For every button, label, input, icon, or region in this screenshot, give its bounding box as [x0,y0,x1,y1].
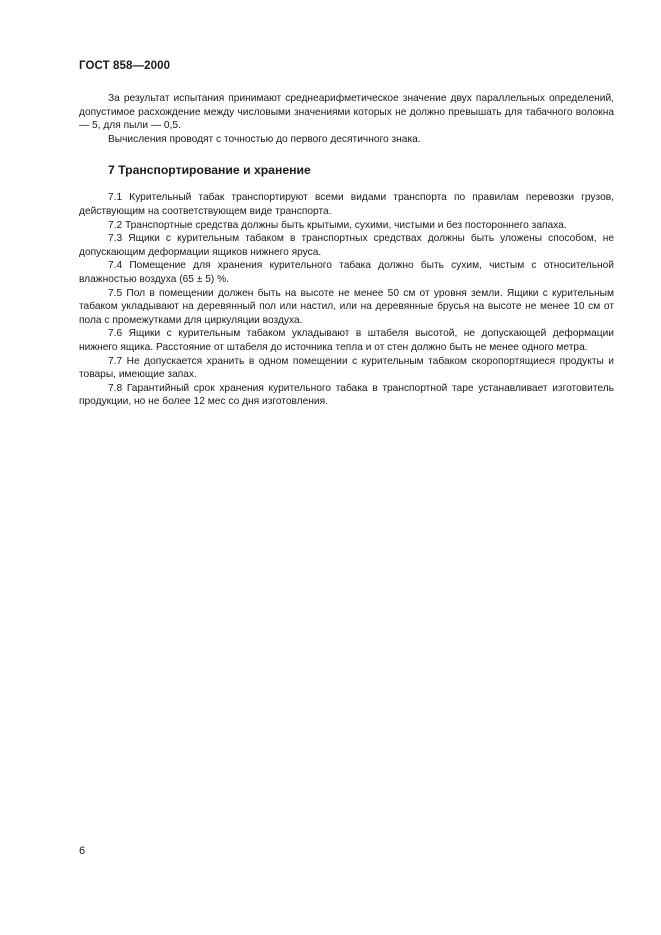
page-number: 6 [79,845,86,857]
intro-paragraph-result: За результат испытания принимают среднеарифметическое значение двух параллельных определений, допустимое расхождение между числовыми значениями которых не должно превышать для табачного волокна — 5, для пыли — 0,5. [79,93,614,132]
document-code-header: ГОСТ 858—2000 [79,60,171,72]
clause-7-1: 7.1 Курительный табак транспортируют всеми видами транспорта по правилам перевозки грузов, действующим на соответствующем виде транспорта. [79,192,614,217]
clause-7-4: 7.4 Помещение для хранения курительного табака должно быть сухим, чистым с относительной влажностью воздуха (65 ± 5) %. [79,260,614,285]
clause-7-8: 7.8 Гарантийный срок хранения курительного табака в транспортной таре устанавливает изготовитель продукции, но не более 12 мес со дня изготовления. [79,382,614,408]
document-body [79,92,614,409]
clause-7-5: 7.5 Пол в помещении должен быть на высоте не менее 50 см от уровня земли. Ящики с курительным табаком укладывают на деревянный пол или настил, или на деревянные брусья на высоте не менее 10 см от пола с промежутками для циркуляции воздуха. [79,287,614,326]
clause-7-2: 7.2 Транспортные средства должны быть крытыми, сухими, чистыми и без постороннего запаха. [108,219,567,231]
section-title: 7 Транспортирование и хранение [108,163,311,178]
clause-7-3: 7.3 Ящики с курительным табаком в транспортных средствах должны быть уложены способом, не допускающим деформации ящиков нижнего яруса. [79,233,614,258]
clause-7-6: 7.6 Ящики с курительным табаком укладывают в штабеля высотой, не допускающей деформации нижнего ящика. Расстояние от штабеля до источника тепла и от стен должно быть не менее одного метра. [79,328,614,353]
clause-7-7: 7.7 Не допускается хранить в одном помещении с курительным табаком скоропортящиеся продукты и товары, имеющие запах. [79,355,614,381]
intro-paragraph-precision: Вычисления проводят с точностью до первого десятичного знака. [108,133,421,145]
